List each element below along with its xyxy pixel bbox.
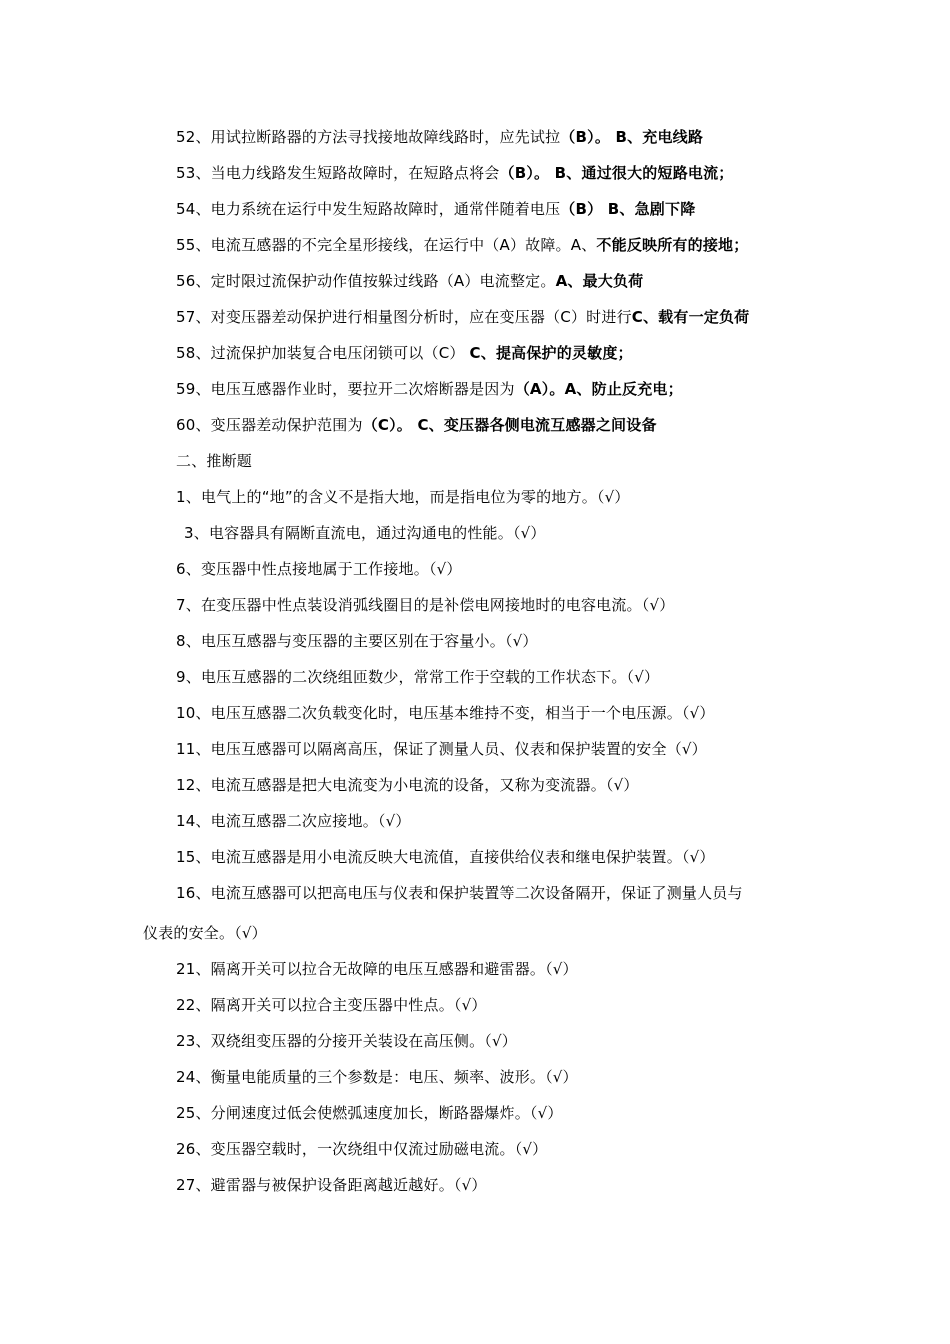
tf-item-6: 6、变压器中性点接地属于工作接地。（√）: [176, 560, 462, 578]
choice-item-57: [176, 307, 749, 327]
question-text: 58、过流保护加装复合电压闭锁可以（C）: [176, 344, 470, 362]
choice-item-55: [176, 235, 748, 255]
choice-item-53: [176, 163, 734, 183]
tf-item-14: 14、电流互感器二次应接地。（√）: [176, 812, 411, 830]
answer-text: A、最大负荷: [555, 272, 644, 290]
tf-item-15: 15、电流互感器是用小电流反映大电流值，直接供给仪表和继电保护装置。（√）: [176, 848, 715, 866]
answer-mark: （B）。: [499, 164, 555, 182]
section-title: 二、推断题: [176, 452, 253, 470]
choice-item-60: [176, 415, 657, 435]
tf-item-7: 7、在变压器中性点装设消弧线圈目的是补偿电网接地时的电容电流。（√）: [176, 596, 675, 614]
answer-text: 不能反映所有的接地；: [596, 236, 749, 254]
tf-item-25: 25、分闸速度过低会使燃弧速度加长，断路器爆炸。（√）: [176, 1104, 563, 1122]
tf-item-27: 27、避雷器与被保护设备距离越近越好。（√）: [176, 1176, 487, 1194]
choice-item-59: [176, 379, 683, 399]
tf-item-21: 21、隔离开关可以拉合无故障的电压互感器和避雷器。（√）: [176, 960, 578, 978]
question-text: 53、当电力线路发生短路故障时，在短路点将会: [176, 164, 500, 182]
tf-item-10: 10、电压互感器二次负载变化时，电压基本维持不变，相当于一个电压源。（√）: [176, 704, 715, 722]
question-text: 56、定时限过流保护动作值按躲过线路（A）电流整定。: [176, 272, 556, 290]
tf-item-22: 22、隔离开关可以拉合主变压器中性点。（√）: [176, 996, 487, 1014]
tf-item-12: 12、电流互感器是把大电流变为小电流的设备，又称为变流器。（√）: [176, 776, 639, 794]
tf-item-8: 8、电压互感器与变压器的主要区别在于容量小。（√）: [176, 632, 538, 650]
answer-text: B、充电线路: [615, 128, 704, 146]
answer-mark: （B）。: [560, 128, 616, 146]
question-text: 60、变压器差动保护范围为: [176, 416, 363, 434]
tf-item-23: 23、双绕组变压器的分接开关装设在高压侧。（√）: [176, 1032, 517, 1050]
answer-text: B、急剧下降: [607, 200, 696, 218]
choice-item-58: [176, 343, 633, 363]
answer-text: C、提高保护的灵敏度；: [469, 344, 633, 362]
tf-item-26: 26、变压器空载时，一次绕组中仅流过励磁电流。（√）: [176, 1140, 548, 1158]
tf-item-9: 9、电压互感器的二次绕组匝数少，常常工作于空载的工作状态下。（√）: [176, 668, 660, 686]
question-text: 57、对变压器差动保护进行相量图分析时，应在变压器（C）时进行: [176, 308, 632, 326]
tf-item-16: 16、电流互感器可以把高电压与仪表和保护装置等二次设备隔开，保证了测量人员与: [176, 884, 743, 902]
choice-item-52: [176, 127, 703, 147]
tf-item-3: 3、电容器具有隔断直流电，通过沟通电的性能。（√）: [184, 524, 546, 542]
question-text: 52、用试拉断路器的方法寻找接地故障线路时，应先试拉: [176, 128, 561, 146]
question-text: 55、电流互感器的不完全星形接线，在运行中（A）故障。A、: [176, 236, 597, 254]
choice-item-54: [176, 199, 695, 219]
answer-mark: （C）。: [362, 416, 418, 434]
tf-item-16-continued: 仪表的安全。（√）: [143, 924, 267, 942]
answer-text: C、变压器各侧电流互感器之间设备: [417, 416, 657, 434]
tf-item-1: 1、电气上的“地”的含义不是指大地，而是指电位为零的地方。（√）: [176, 488, 630, 506]
answer-mark: （A）。: [514, 380, 565, 398]
tf-item-11: 11、电压互感器可以隔离高压，保证了测量人员、仪表和保护装置的安全（√）: [176, 740, 707, 758]
answer-text: A、防止反充电；: [564, 380, 683, 398]
answer-text: C、载有一定负荷: [631, 308, 750, 326]
answer-text: B、通过很大的短路电流；: [554, 164, 734, 182]
choice-item-56: [176, 271, 643, 291]
tf-item-24: 24、衡量电能质量的三个参数是：电压、频率、波形。（√）: [176, 1068, 578, 1086]
question-text: 59、电压互感器作业时，要拉开二次熔断器是因为: [176, 380, 515, 398]
answer-mark: （B）: [560, 200, 608, 218]
question-text: 54、电力系统在运行中发生短路故障时，通常伴随着电压: [176, 200, 561, 218]
